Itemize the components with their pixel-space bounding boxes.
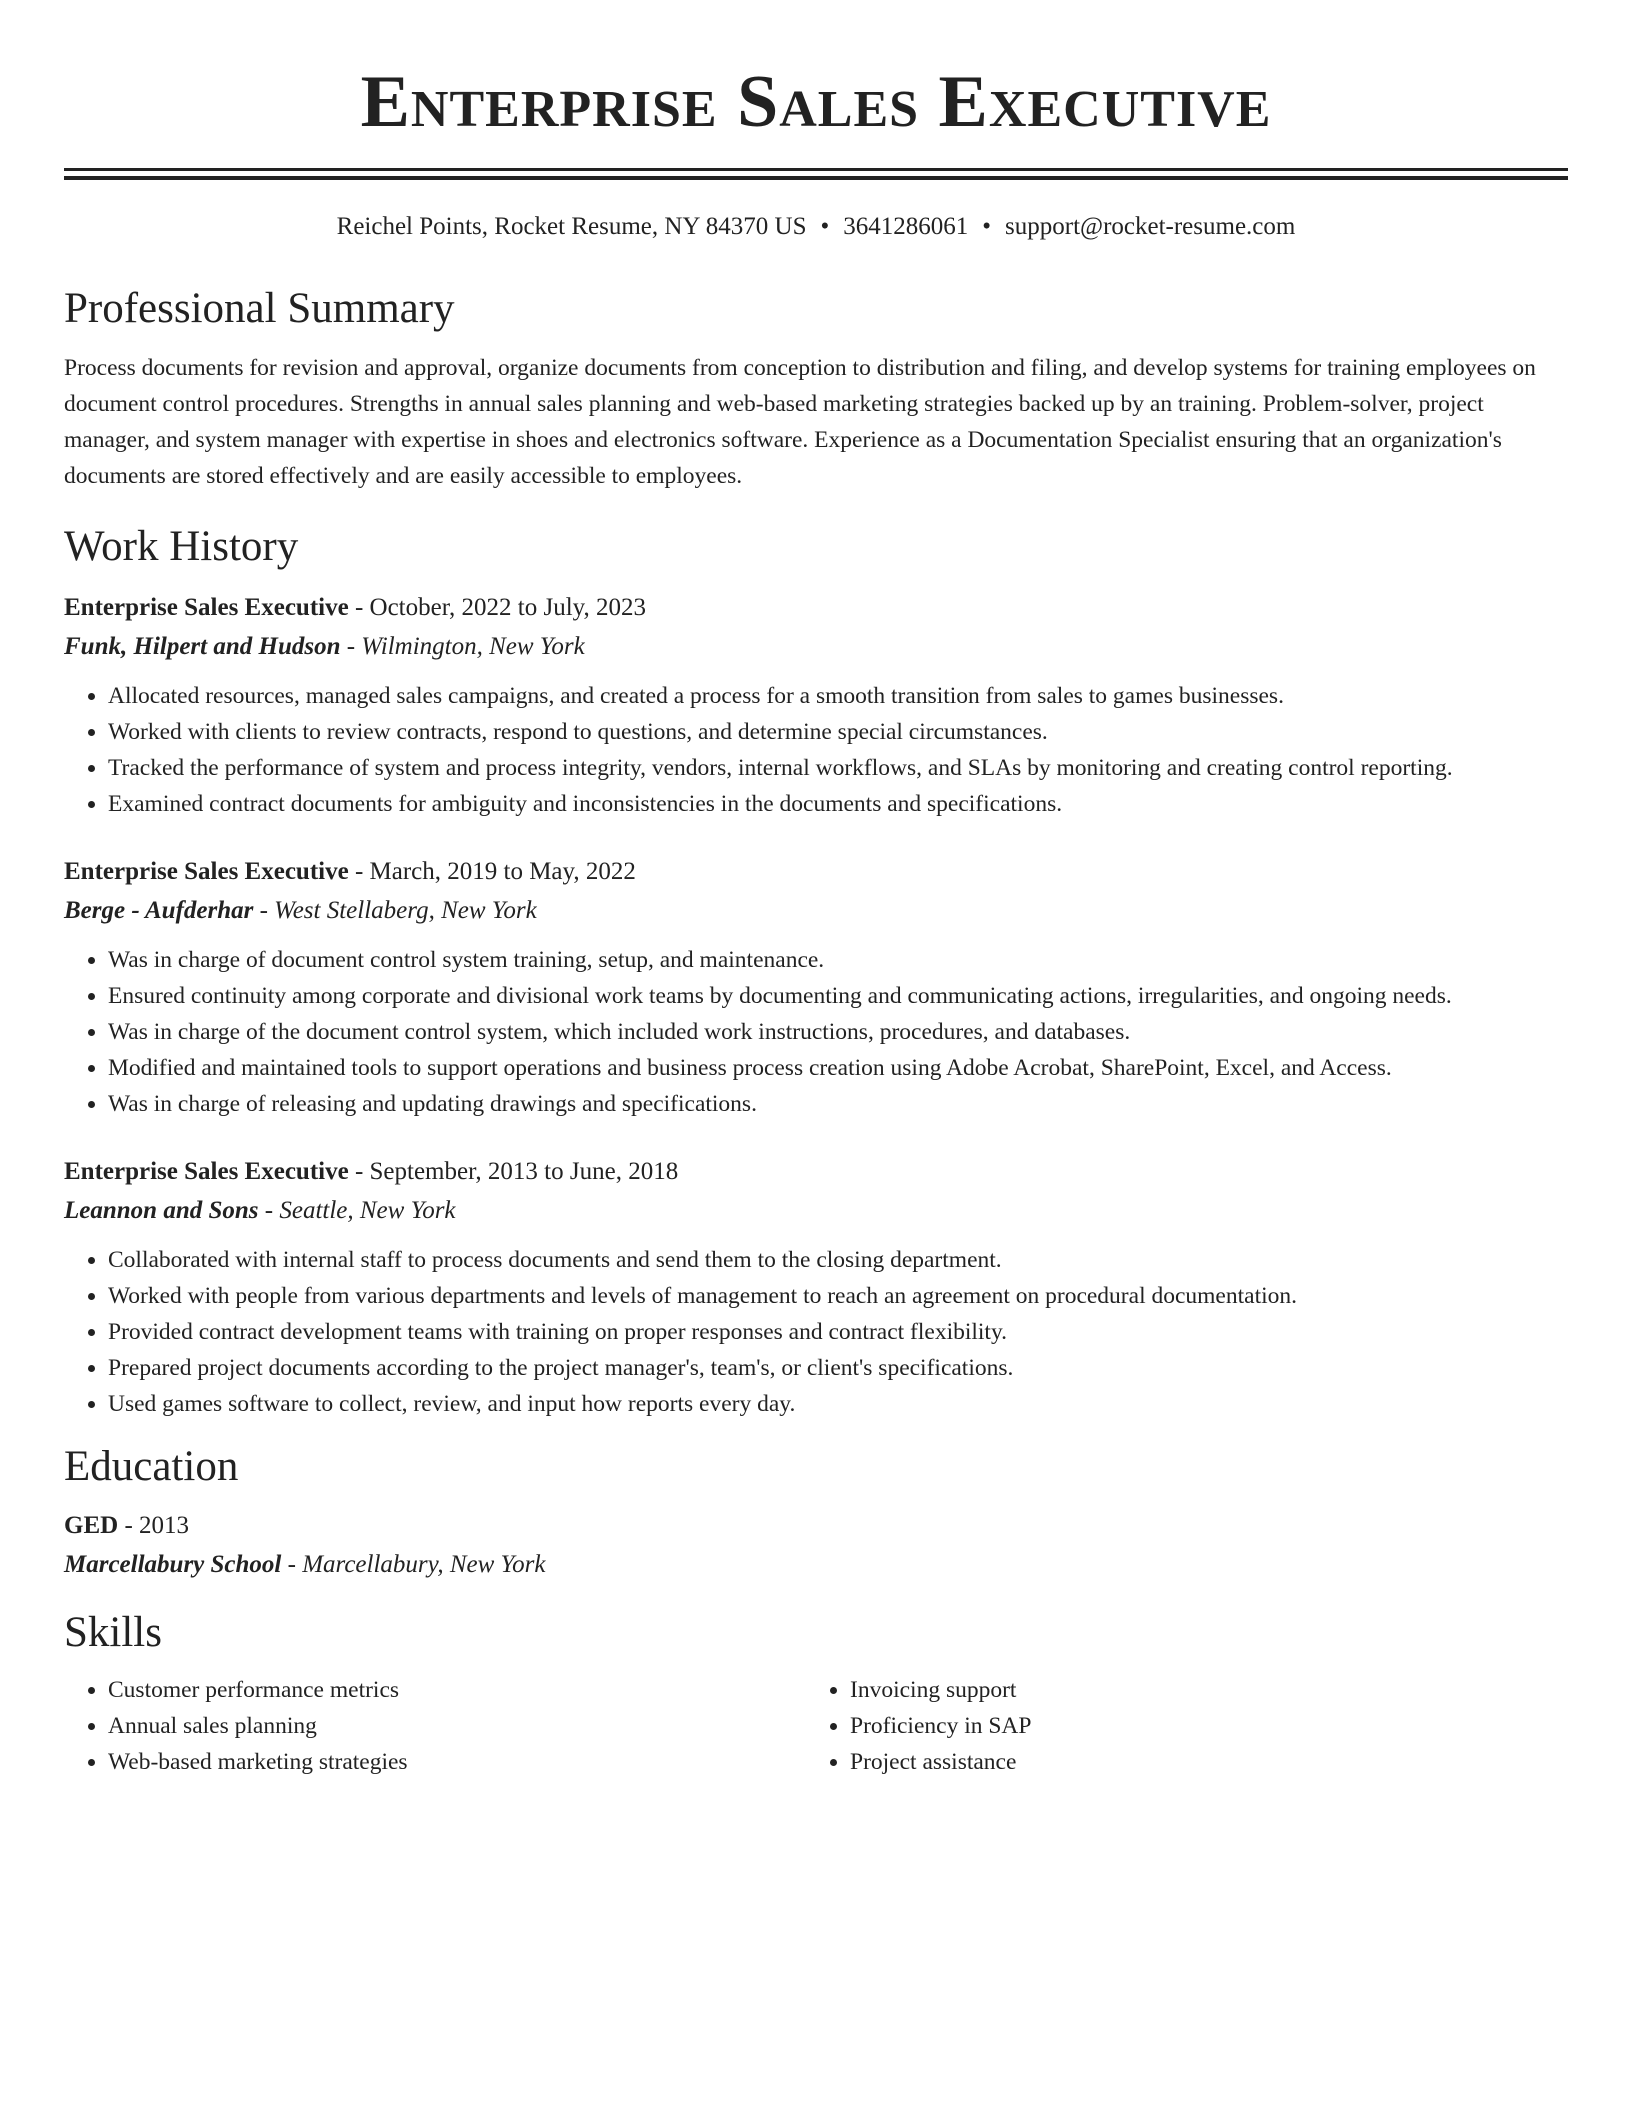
- skill-item: • Proficiency in SAP: [850, 1708, 1548, 1744]
- summary-heading: Professional Summary: [64, 285, 455, 332]
- education-heading: Education: [64, 1443, 239, 1490]
- summary-text: Process documents for revision and approval, organize documents from conception to distribution and filing, and develop systems for training employees on document control procedures. Strengths in annual sales planning and web-based marketing strategies backed up by an training. Problem-solver, project manager, and system manager with expertise in shoes and electronics software. Experience as a Documentation Specialist ensuring that an organization's documents are stored effectively and are easily accessible to employees.: [64, 355, 1536, 489]
- job-bullets: [64, 942, 1568, 1122]
- job-title-line: [64, 1152, 1568, 1191]
- job-bullet: • Allocated resources, managed sales campaigns, and created a process for a smooth transition from sales to games businesses.: [108, 678, 1568, 714]
- skill-item: • Project assistance: [850, 1744, 1548, 1780]
- contact-address: Reichel Points, Rocket Resume, NY 84370 US: [336, 213, 807, 240]
- job-role: Enterprise Sales Executive: [64, 1158, 349, 1185]
- job-bullet: • Examined contract documents for ambiguity and inconsistencies in the documents and specifications.: [108, 786, 1568, 822]
- job-dates: - March, 2019 to May, 2022: [348, 858, 636, 885]
- skill-item: • Annual sales planning: [108, 1708, 806, 1744]
- job-bullet: • Ensured continuity among corporate and divisional work teams by documenting and communicating actions, irregularities, and ongoing needs.: [108, 978, 1568, 1014]
- education-year: - 2013: [118, 1512, 190, 1539]
- job-bullet: • Was in charge of document control system training, setup, and maintenance.: [108, 942, 1568, 978]
- job-title-line: [64, 588, 1568, 627]
- skill-item: • Web-based marketing strategies: [108, 1744, 806, 1780]
- title-divider: [64, 168, 1568, 180]
- job-location: - Seattle, New York: [258, 1197, 456, 1224]
- education-degree-line: [64, 1506, 1568, 1545]
- job-entry-2: [64, 852, 1568, 1122]
- job-company-line: [64, 891, 1568, 930]
- job-location: - Wilmington, New York: [340, 633, 585, 660]
- education-school: Marcellabury School: [64, 1551, 282, 1578]
- job-entry-3: [64, 1152, 1568, 1422]
- job-bullets: [64, 1242, 1568, 1422]
- job-company: Leannon and Sons: [64, 1197, 259, 1224]
- job-company: Berge - Aufderhar: [64, 897, 254, 924]
- contact-email: support@rocket-resume.com: [1005, 213, 1296, 240]
- contact-separator: •: [982, 213, 992, 240]
- resume-title: Enterprise Sales Executive: [360, 61, 1272, 143]
- skills-column-left: [64, 1672, 806, 1780]
- job-bullet: • Was in charge of the document control system, which included work instructions, procedures, and databases.: [108, 1014, 1568, 1050]
- job-entry-1: [64, 588, 1568, 822]
- skills-columns: [64, 1672, 1568, 1780]
- skill-item: • Invoicing support: [850, 1672, 1548, 1708]
- education-school-line: [64, 1545, 1568, 1584]
- job-bullet: • Worked with clients to review contracts, respond to questions, and determine special circumstances.: [108, 714, 1568, 750]
- job-role: Enterprise Sales Executive: [64, 858, 349, 885]
- job-company-line: [64, 627, 1568, 666]
- education-entry: [64, 1506, 1568, 1584]
- education-location: - Marcellabury, New York: [281, 1551, 546, 1578]
- contact-separator: •: [820, 213, 830, 240]
- skill-item: • Customer performance metrics: [108, 1672, 806, 1708]
- job-bullet: • Prepared project documents according to the project manager's, team's, or client's specifications.: [108, 1350, 1568, 1386]
- job-dates: - September, 2013 to June, 2018: [348, 1158, 679, 1185]
- contact-line: [64, 210, 1568, 244]
- job-dates: - October, 2022 to July, 2023: [348, 594, 647, 621]
- education-degree: GED: [64, 1512, 119, 1539]
- job-bullets: [64, 678, 1568, 822]
- skills-column-right: [806, 1672, 1548, 1780]
- job-role: Enterprise Sales Executive: [64, 594, 349, 621]
- job-company: Funk, Hilpert and Hudson: [64, 633, 341, 660]
- job-bullet: • Collaborated with internal staff to process documents and send them to the closing department.: [108, 1242, 1568, 1278]
- job-bullet: • Worked with people from various departments and levels of management to reach an agreement on procedural documentation.: [108, 1278, 1568, 1314]
- job-bullet: • Provided contract development teams with training on proper responses and contract flexibility.: [108, 1314, 1568, 1350]
- job-title-line: [64, 852, 1568, 891]
- job-location: - West Stellaberg, New York: [253, 897, 537, 924]
- skills-heading: Skills: [64, 1609, 162, 1656]
- job-bullet: • Tracked the performance of system and process integrity, vendors, internal workflows, and SLAs by monitoring and creating control reporting.: [108, 750, 1568, 786]
- contact-phone: 3641286061: [843, 213, 969, 240]
- job-bullet: • Was in charge of releasing and updating drawings and specifications.: [108, 1086, 1568, 1122]
- job-company-line: [64, 1191, 1568, 1230]
- work-history-heading: Work History: [64, 523, 299, 570]
- job-bullet: • Modified and maintained tools to support operations and business process creation using Adobe Acrobat, SharePoint, Excel, and Access.: [108, 1050, 1568, 1086]
- job-bullet: • Used games software to collect, review, and input how reports every day.: [108, 1386, 1568, 1422]
